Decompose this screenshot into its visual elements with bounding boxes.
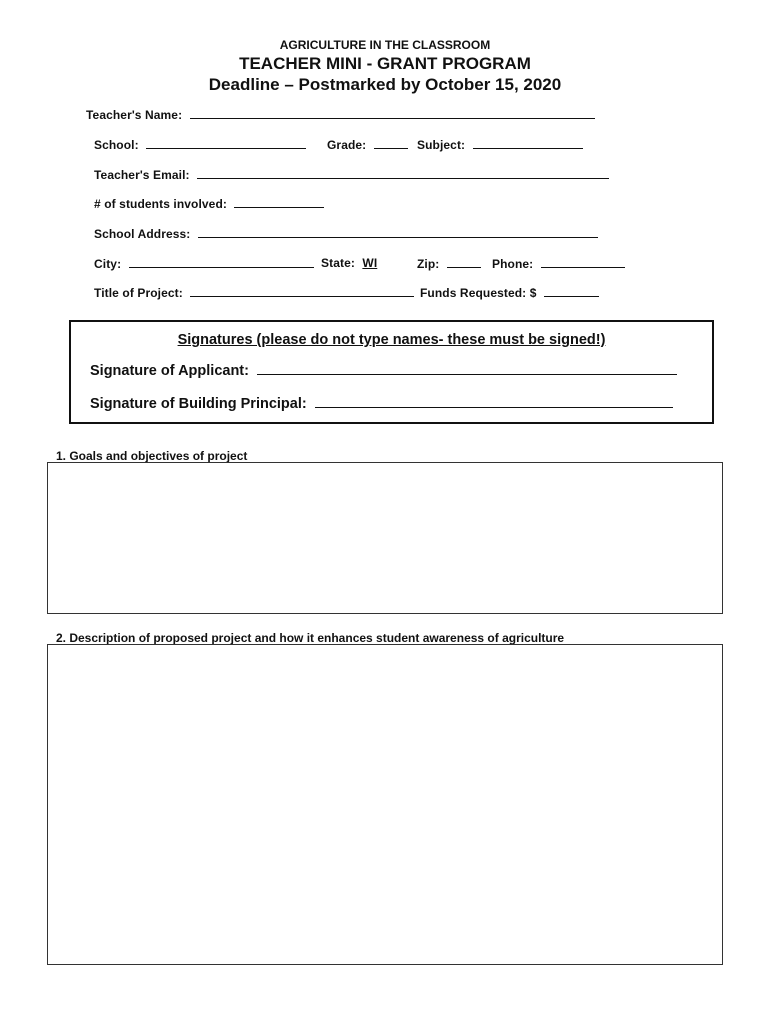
- phone-field[interactable]: [541, 256, 625, 268]
- principal-signature-field[interactable]: [315, 393, 673, 408]
- school-field[interactable]: [146, 137, 306, 149]
- title-of-project-label: Title of Project:: [94, 286, 183, 300]
- grade-row: [327, 137, 408, 152]
- funds-requested-row: [420, 285, 599, 300]
- question-1-label: 1. Goals and objectives of project: [56, 449, 248, 463]
- teacher-email-field[interactable]: [197, 167, 609, 179]
- funds-requested-field[interactable]: [544, 285, 599, 297]
- school-address-label: School Address:: [94, 227, 191, 241]
- applicant-signature-label: Signature of Applicant:: [90, 363, 249, 379]
- state-label: State:: [321, 256, 355, 270]
- zip-label: Zip:: [417, 257, 440, 271]
- school-address-row: [94, 226, 598, 241]
- project-title-row: [94, 285, 414, 300]
- form-supertitle: AGRICULTURE IN THE CLASSROOM: [279, 38, 491, 52]
- applicant-signature-field[interactable]: [257, 360, 677, 375]
- students-involved-field[interactable]: [234, 196, 324, 208]
- form-title: TEACHER MINI - GRANT PROGRAM: [239, 54, 531, 73]
- students-involved-label: # of students involved:: [94, 197, 227, 211]
- phone-row: [492, 256, 625, 271]
- phone-label: Phone:: [492, 257, 534, 271]
- teacher-email-label: Teacher's Email:: [94, 168, 190, 182]
- city-field[interactable]: [129, 256, 314, 268]
- teacher-email-row: [94, 167, 609, 182]
- teacher-name-field[interactable]: [190, 107, 595, 119]
- funds-requested-label: Funds Requested: $: [420, 286, 537, 300]
- grade-label: Grade:: [327, 138, 367, 152]
- goals-objectives-textarea[interactable]: [47, 462, 723, 614]
- school-label: School:: [94, 138, 139, 152]
- signatures-heading: Signatures (please do not type names- these must be signed!): [177, 332, 606, 348]
- city-row: [94, 256, 314, 271]
- teacher-name-row: [86, 107, 595, 122]
- signature-box: [69, 320, 714, 424]
- grade-field[interactable]: [374, 137, 408, 149]
- zip-field[interactable]: [447, 256, 481, 268]
- principal-signature-label: Signature of Building Principal:: [90, 396, 307, 412]
- principal-signature-row: [90, 393, 673, 412]
- title-of-project-field[interactable]: [190, 285, 414, 297]
- zip-row: [417, 256, 481, 271]
- question-2-label: 2. Description of proposed project and how it enhances student awareness of agriculture: [56, 631, 565, 645]
- city-label: City:: [94, 257, 122, 271]
- teacher-name-label: Teacher's Name:: [86, 108, 183, 122]
- applicant-signature-row: [90, 360, 677, 379]
- school-row: [94, 137, 306, 152]
- school-address-field[interactable]: [198, 226, 598, 238]
- subject-field[interactable]: [473, 137, 583, 149]
- form-deadline: Deadline – Postmarked by October 15, 2020: [208, 75, 562, 94]
- subject-label: Subject:: [417, 138, 466, 152]
- state-field[interactable]: WI: [362, 256, 378, 270]
- state-row: [321, 256, 377, 270]
- project-description-textarea[interactable]: [47, 644, 723, 965]
- subject-row: [417, 137, 583, 152]
- students-row: [94, 196, 324, 211]
